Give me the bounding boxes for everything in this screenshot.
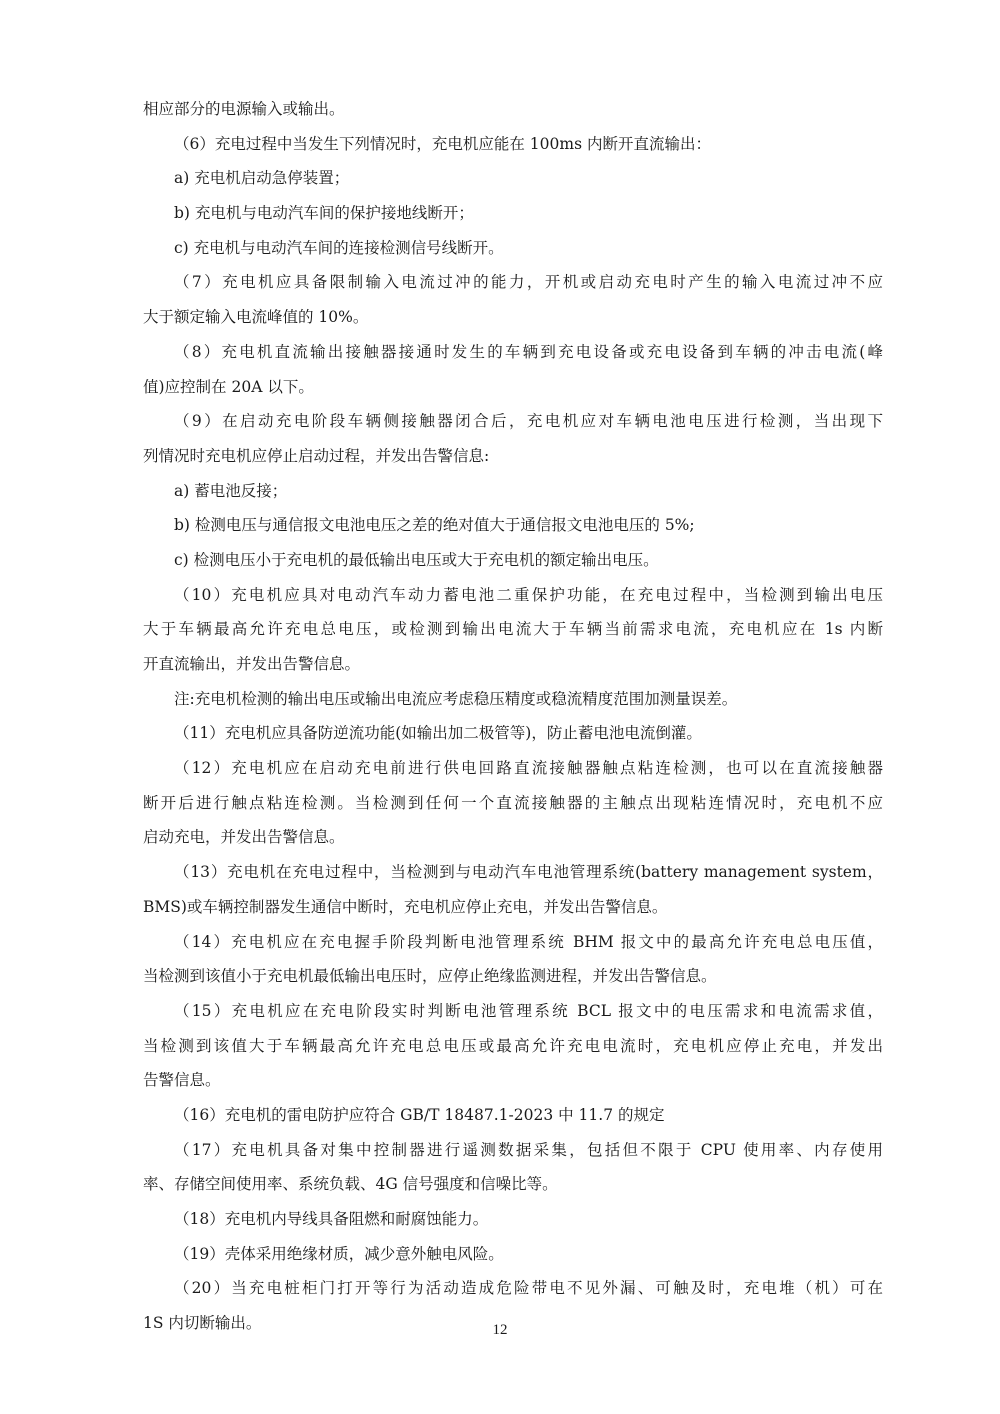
text-line: （17）充电机具备对集中控制器进行遥测数据采集，包括但不限于 CPU 使用率、内存使用 [174,1140,883,1159]
text-line: BMS)或车辆控制器发生通信中断时，充电机应停止充电，并发出告警信息。 [143,897,668,916]
text-line: （13）充电机在充电过程中，当检测到与电动汽车电池管理系统(battery management system， [174,863,883,882]
text-line: （20）当充电桩柜门打开等行为活动造成危险带电不见外漏、可触及时，充电堆（机）可在 [174,1279,883,1298]
text-line: （10）充电机应具对电动汽车动力蓄电池二重保护功能，在充电过程中，当检测到输出电压 [174,585,883,604]
text-line: 当检测到该值小于充电机最低输出电压时，应停止绝缘监测进程，并发出告警信息。 [143,967,717,986]
text-line: （15）充电机应在充电阶段实时判断电池管理系统 BCL 报文中的电压需求和电流需求值， [174,1001,883,1020]
text-line: a) 充电机启动急停装置； [174,169,350,188]
text-line: （9）在启动充电阶段车辆侧接触器闭合后，充电机应对车辆电池电压进行检测，当出现下 [174,412,883,431]
text-line: a) 蓄电池反接； [174,481,288,500]
page-number: 12 [492,1322,508,1338]
text-line: （11）充电机应具备防逆流功能(如输出加二极管等)，防止蓄电池电流倒灌。 [174,724,702,743]
text-line: 值)应控制在 20A 以下。 [143,377,314,396]
text-line: b) 检测电压与通信报文电池电压之差的绝对值大于通信报文电池电压的 5%; [174,516,695,535]
text-line: （6）充电过程中当发生下列情况时，充电机应能在 100ms 内断开直流输出： [174,134,711,153]
text-line: 启动充电，并发出告警信息。 [143,828,345,847]
text-line: b) 充电机与电动汽车间的保护接地线断开； [174,204,474,223]
text-line: （16）充电机的雷电防护应符合 GB/T 18487.1-2023 中 11.7 的规定 [174,1105,665,1124]
text-line: 断开后进行触点粘连检测。当检测到任何一个直流接触器的主触点出现粘连情况时，充电机不应 [143,793,883,812]
body-text [143,92,883,1341]
text-line: （8）充电机直流输出接触器接通时发生的车辆到充电设备或充电设备到车辆的冲击电流(峰 [174,342,883,361]
text-line: 当检测到该值大于车辆最高允许充电总电压或最高允许充电电流时，充电机应停止充电，并发出 [143,1036,883,1055]
text-line: （12）充电机应在启动充电前进行供电回路直流接触器触点粘连检测，也可以在直流接触器 [174,759,883,778]
text-line: 1S 内切断输出。 [143,1314,262,1333]
text-line: 大于额定输入电流峰值的 10%。 [143,308,369,327]
text-line: 开直流输出，并发出告警信息。 [143,655,361,673]
text-line: 注:充电机检测的输出电压或输出电流应考虑稳压精度或稳流精度范围加测量误差。 [174,689,738,708]
text-line: （14）充电机应在充电握手阶段判断电池管理系统 BHM 报文中的最高允许充电总电压值， [174,932,883,951]
text-line: c) 检测电压小于充电机的最低输出电压或大于充电机的额定输出电压。 [174,550,659,569]
text-line: 大于车辆最高允许充电总电压，或检测到输出电流大于车辆当前需求电流，充电机应在 1s 内断 [143,620,883,639]
text-line: 列情况时充电机应停止启动过程，并发出告警信息: [143,446,490,465]
text-line: 相应部分的电源输入或输出。 [143,100,345,118]
text-line: （19）壳体采用绝缘材质，减少意外触电风险。 [174,1244,504,1263]
text-line: （18）充电机内导线具备阻燃和耐腐蚀能力。 [174,1210,489,1228]
text-line: c) 充电机与电动汽车间的连接检测信号线断开。 [174,238,504,257]
text-line: （7）充电机应具备限制输入电流过冲的能力，开机或启动充电时产生的输入电流过冲不应 [174,273,883,292]
text-line: 告警信息。 [143,1071,221,1090]
text-line: 率、存储空间使用率、系统负载、4G 信号强度和信噪比等。 [143,1175,558,1194]
